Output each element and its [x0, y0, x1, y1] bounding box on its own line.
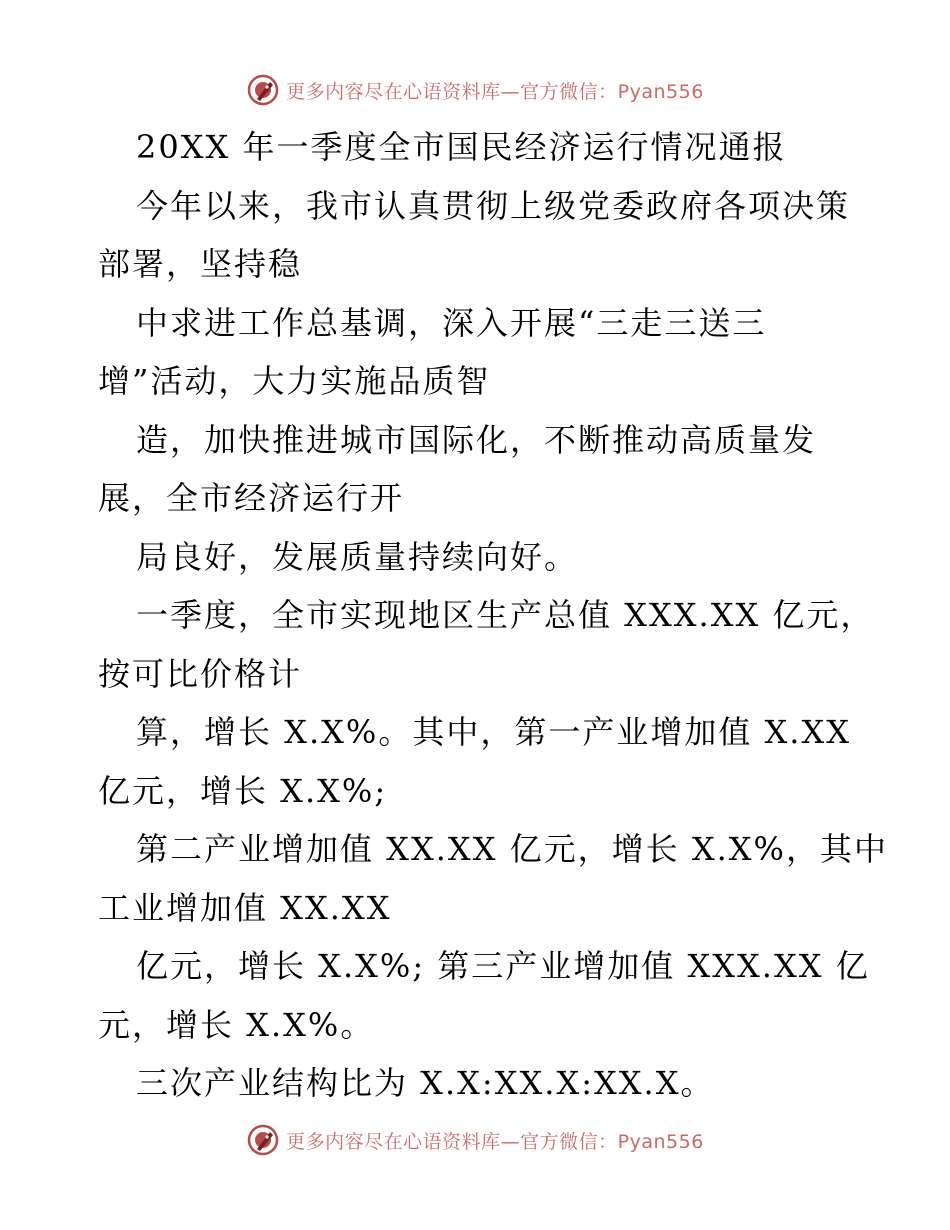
paragraph-line: 三次产业结构比为 X.X:XX.X:XX.X。	[136, 1064, 715, 1102]
paragraph-line: 今年以来，我市认真贯彻上级党委政府各项决策	[136, 186, 851, 225]
paragraph-line: 工业增加值 XX.XX	[98, 888, 392, 927]
watermark-text: 更多内容尽在心语资料库—官方微信：Pyan556	[286, 80, 704, 103]
paragraph-line: 增”活动，大力实施品质智	[98, 362, 491, 400]
document-title: 20XX 年一季度全市国民经济运行情况通报	[136, 128, 787, 166]
paragraph-line: 亿元，增长 X.X%; 第三产业增加值 XXX.XX 亿	[136, 947, 870, 985]
paragraph-line: 造，加快推进城市国际化，不断推动高质量发	[136, 420, 817, 459]
paragraph-line: 局良好，发展质量持续向好。	[136, 537, 579, 576]
pen-nib-logo-icon	[246, 73, 280, 107]
paragraph-line: 部署，坚持稳	[98, 245, 303, 283]
paragraph-line: 算，增长 X.X%。其中，第一产业增加值 X.XX	[136, 713, 852, 751]
pen-nib-logo-icon	[246, 1123, 280, 1157]
footer-watermark	[0, 1120, 950, 1160]
paragraph-line: 展，全市经济运行开	[98, 479, 405, 517]
header-watermark	[0, 70, 950, 110]
paragraph-line: 一季度，全市实现地区生产总值 XXX.XX 亿元，	[136, 596, 875, 634]
paragraph-line: 按可比价格计	[98, 654, 303, 693]
document-body	[98, 118, 888, 1113]
paragraph-line: 元，增长 X.X%。	[98, 1005, 375, 1044]
paragraph-line: 中求进工作总基调，深入开展“三走三送三	[136, 303, 767, 342]
paragraph-line: 亿元，增长 X.X%;	[98, 771, 388, 810]
watermark-text: 更多内容尽在心语资料库—官方微信：Pyan556	[286, 1130, 704, 1153]
paragraph-line: 第二产业增加值 XX.XX 亿元，增长 X.X%，其中	[136, 830, 888, 868]
